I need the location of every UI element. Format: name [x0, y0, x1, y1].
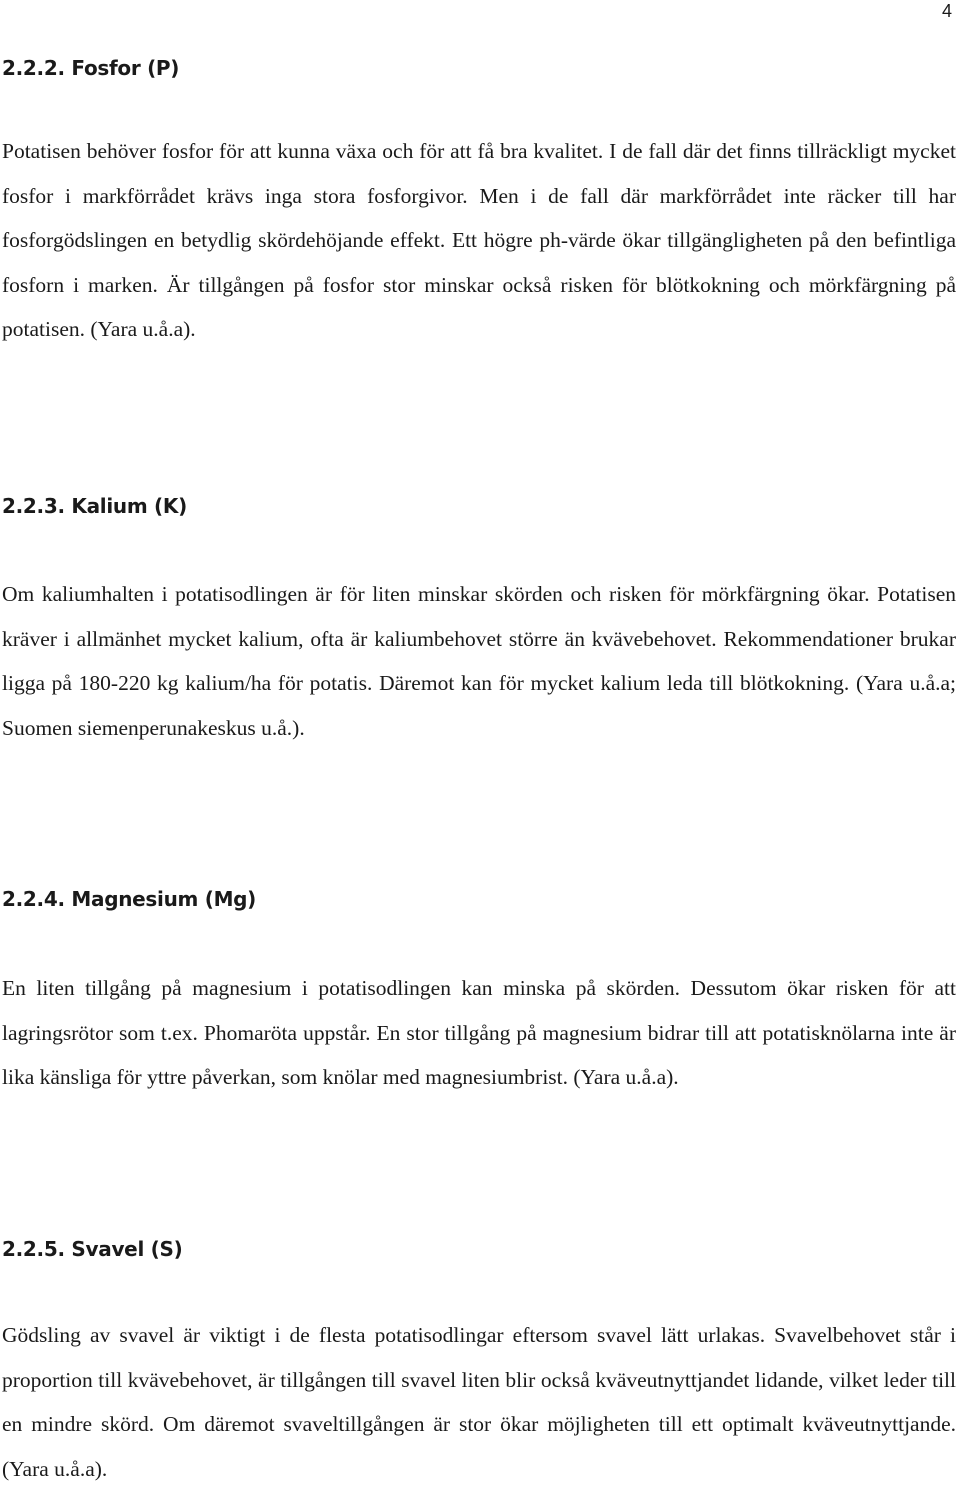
section-magnesium	[2, 884, 956, 1100]
section-heading-kalium: 2.2.3. Kalium (K)	[2, 494, 187, 518]
section-paragraph-fosfor: Potatisen behöver fosfor för att kunna växa och för att få bra kvalitet. I de fall där det finns tillräckligt mycket fosfor i markförrådet krävs inga stora fosforgivor. Men i de fall där markförrådet inte räcker till har fosforgödslingen en betydlig skördehöjande effekt. Ett högre ph-värde ökar tillgängligheten på den befintliga fosforn i marken. Är tillgången på fosfor stor minskar också risken för blötkokning och mörkfärgning på potatisen. (Yara u.å.a).	[2, 139, 956, 342]
section-heading-svavel: 2.2.5. Svavel (S)	[2, 1237, 183, 1261]
section-kalium	[2, 491, 956, 750]
section-paragraph-magnesium: En liten tillgång på magnesium i potatisodlingen kan minska på skörden. Dessutom ökar risken för att lagringsrötor som t.ex. Phomaröta uppstår. En stor tillgång på magnesium bidrar till att potatisknölarna inte är lika känsliga för yttre påverkan, som knölar med magnesiumbrist. (Yara u.å.a).	[2, 976, 956, 1090]
section-svavel	[2, 1234, 956, 1491]
page-number: 4	[941, 1, 952, 21]
section-fosfor	[2, 53, 956, 352]
section-heading-magnesium: 2.2.4. Magnesium (Mg)	[2, 887, 257, 911]
section-paragraph-svavel: Gödsling av svavel är viktigt i de flesta potatisodlingar eftersom svavel lätt urlakas. Svavelbehovet står i proportion till kvävebehovet, är tillgången till svavel liten blir också kväveutnyttjandet lidande, vilket leder till en mindre skörd. Om däremot svaveltillgången är stor ökar möjligheten till ett optimalt kväveutnyttjande. (Yara u.å.a).	[2, 1323, 956, 1481]
section-paragraph-kalium: Om kaliumhalten i potatisodlingen är för liten minskar skörden och risken för mörkfärgning ökar. Potatisen kräver i allmänhet mycket kalium, ofta är kaliumbehovet större än kvävebehovet. Rekommendationer brukar ligga på 180-220 kg kalium/ha för potatis. Däremot kan för mycket kalium leda till blötkokning. (Yara u.å.a; Suomen siemenperunakeskus u.å.).	[2, 582, 956, 740]
section-heading-fosfor: 2.2.2. Fosfor (P)	[2, 56, 180, 80]
